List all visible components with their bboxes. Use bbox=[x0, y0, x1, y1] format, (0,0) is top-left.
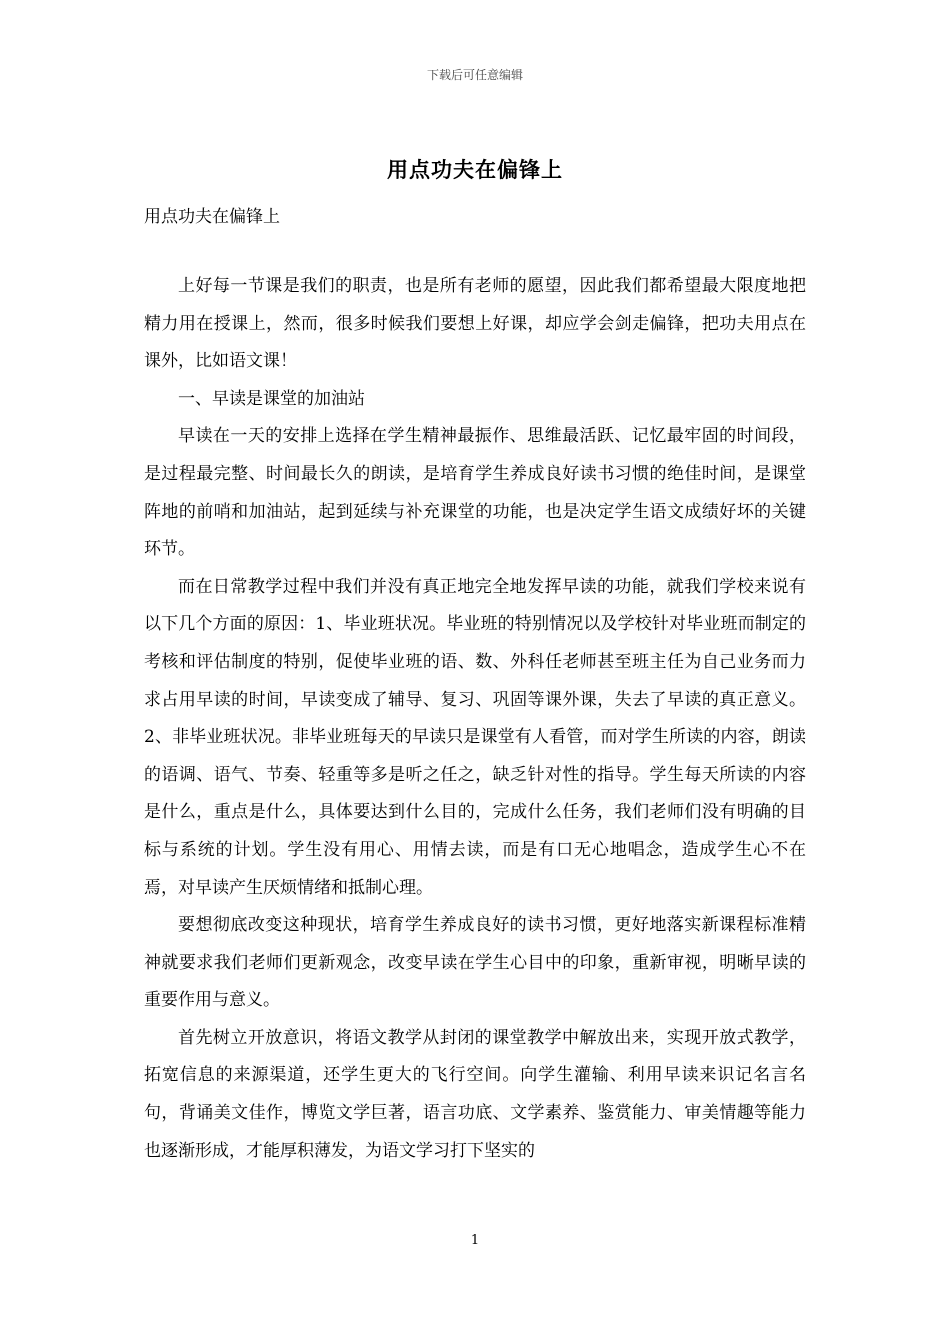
paragraph-intro: 上好每一节课是我们的职责，也是所有老师的愿望，因此我们都希望最大限度地把精力用在授课上，然而，很多时候我们要想上好课，却应学会剑走偏锋，把功夫用点在课外，比如语文课！ bbox=[144, 276, 806, 372]
section-heading: 一、早读是课堂的加油站 bbox=[178, 388, 365, 409]
document-subtitle: 用点功夫在偏锋上 bbox=[144, 207, 280, 227]
document-body bbox=[144, 268, 806, 1170]
paragraph: 要想彻底改变这种现状，培育学生养成良好的读书习惯，更好地落实新课程标准精神就要求我们老师们更新观念，改变早读在学生心目中的印象，重新审视，明晰早读的重要作用与意义。 bbox=[144, 915, 806, 1011]
document-title: 用点功夫在偏锋上 bbox=[387, 157, 563, 182]
page-number: 1 bbox=[470, 1233, 480, 1248]
paragraph: 而在日常教学过程中我们并没有真正地完全地发挥早读的功能，就我们学校来说有以下几个方面的原因：1、毕业班状况。毕业班的特别情况以及学校针对毕业班而制定的考核和评估制度的特别，促使毕业班的语、数、外科任老师甚至班主任为自己业务而力求占用早读的时间，早读变成了辅导、复习、巩固等课外课，失去了早读的真正意义。2、非毕业班状况。非毕业班每天的早读只是课堂有人看管，而对学生所读的内容，朗读的语调、语气、节奏、轻重等多是听之任之，缺乏针对性的指导。学生每天所读的内容是什么，重点是什么，具体要达到什么目的，完成什么任务，我们老师们没有明确的目标与系统的计划。学生没有用心、用情去读，而是有口无心地唱念，造成学生心不在焉，对早读产生厌烦情绪和抵制心理。 bbox=[144, 576, 806, 898]
paragraph: 首先树立开放意识，将语文教学从封闭的课堂教学中解放出来，实现开放式教学，拓宽信息的来源渠道，还学生更大的飞行空间。向学生灌输、利用早读来识记名言名句，背诵美文佳作，博览文学巨著，语言功底、文学素养、鉴赏能力、审美情趣等能力也逐渐形成，才能厚积薄发，为语文学习打下坚实的 bbox=[144, 1027, 806, 1161]
page-header-note: 下载后可任意编辑 bbox=[426, 68, 523, 82]
paragraph: 早读在一天的安排上选择在学生精神最振作、思维最活跃、记忆最牢固的时间段，是过程最完整、时间最长久的朗读，是培育学生养成良好读书习惯的绝佳时间，是课堂阵地的前哨和加油站，起到延续与补充课堂的功能，也是决定学生语文成绩好坏的关键环节。 bbox=[144, 426, 806, 560]
